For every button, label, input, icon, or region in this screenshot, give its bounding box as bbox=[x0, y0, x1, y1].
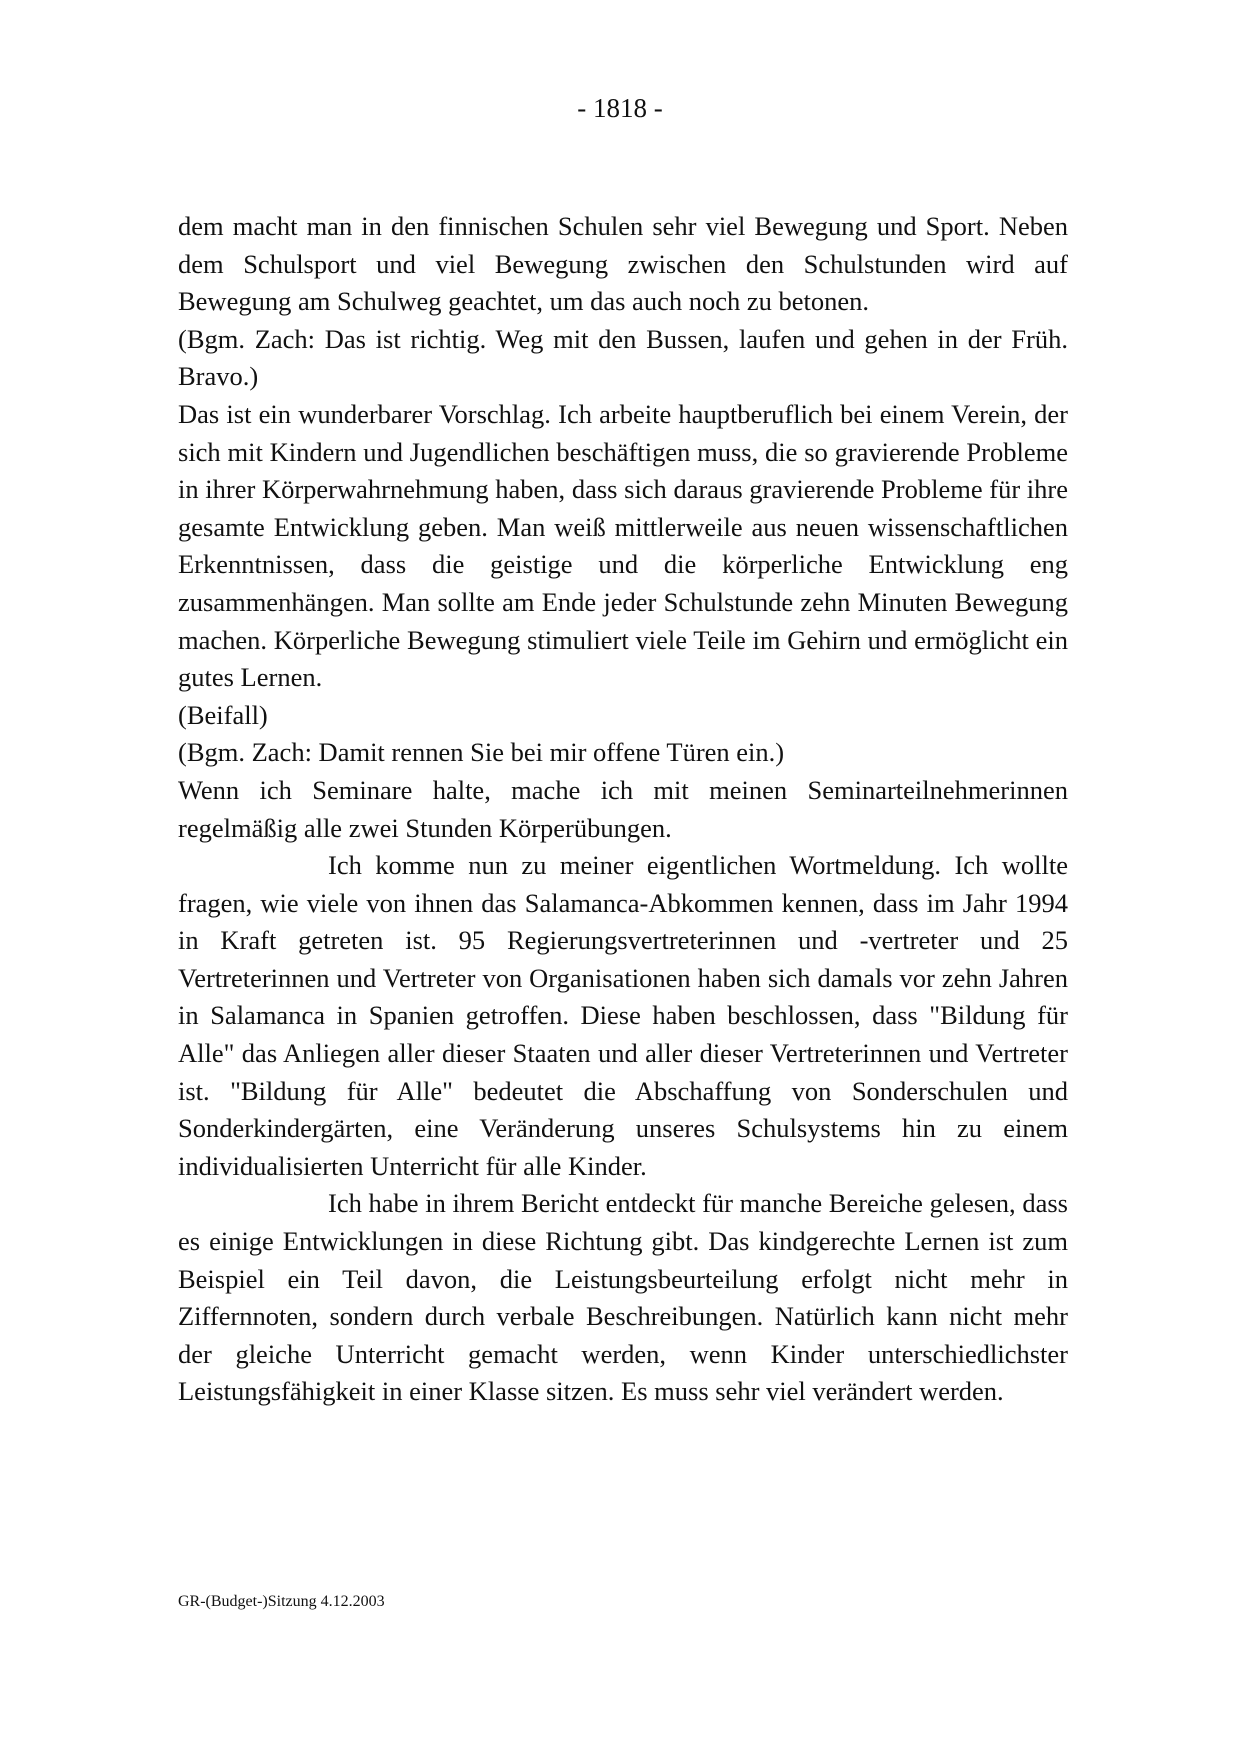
paragraph-finnish-schools: dem macht man in den finnischen Schulen sehr viel Bewegung und Sport. Neben dem Schulsport und viel Bewegung zwischen den Schulstunden wird auf Bewegung am Schulweg geachtet, um das auch noch zu betonen. bbox=[178, 211, 1068, 317]
session-footer: GR-(Budget-)Sitzung 4.12.2003 bbox=[178, 1593, 385, 1610]
paragraph-seminars: Wenn ich Seminare halte, mache ich mit meinen Seminarteilnehmerinnen regelmäßig alle zwei Stunden Körperübungen. bbox=[178, 774, 1068, 843]
paragraph-salamanca: Ich komme nun zu meiner eigentlichen Wortmeldung. Ich wollte fragen, wie viele von ihnen das Salamanca-Abkommen kennen, dass im Jahr 1994 in Kraft getreten ist. 95 Regierungsvertreterinnen und -vertreter und 25 Vertreterinnen und Vertreter von Organisationen haben sich damals vor zehn Jahren in Salamanca in Spanien getroffen. Diese haben beschlossen, dass "Bildung für Alle" das Anliegen aller dieser Staaten und aller dieser Vertreterinnen und Vertreter ist. "Bildung für Alle" bedeutet die Abschaffung von Sonderschulen und Sonderkindergärten, eine Veränderung unseres Schulsystems hin zu einem individualisierten Unterricht für alle Kinder. bbox=[178, 850, 1068, 1181]
interjection-zach-buses: (Bgm. Zach: Das ist richtig. Weg mit den Bussen, laufen und gehen in der Früh. Bravo.) bbox=[178, 323, 1068, 392]
interjection-zach-open-doors: (Bgm. Zach: Damit rennen Sie bei mir offene Türen ein.) bbox=[178, 737, 785, 768]
applause-note: (Beifall) bbox=[178, 699, 268, 730]
transcript-body bbox=[178, 208, 1068, 1411]
page-number: - 1818 - bbox=[577, 93, 663, 123]
paragraph-report: Ich habe in ihrem Bericht entdeckt für manche Bereiche gelesen, dass es einige Entwicklungen in diese Richtung gibt. Das kindgerechte Lernen ist zum Beispiel ein Teil davon, die Leistungsbeurteilung erfolgt nicht mehr in Ziffernnoten, sondern durch verbale Beschreibungen. Natürlich kann nicht mehr der gleiche Unterricht gemacht werden, wenn Kinder unterschiedlichster Leistungsfähigkeit in einer Klasse sitzen. Es muss sehr viel verändert werden. bbox=[178, 1188, 1068, 1407]
paragraph-body-awareness: Das ist ein wunderbarer Vorschlag. Ich arbeite hauptberuflich bei einem Verein, der sich mit Kindern und Jugendlichen beschäftigen muss, die so gravierende Probleme in ihrer Körperwahrnehmung haben, dass sich daraus gravierende Probleme für ihre gesamte Entwicklung geben. Man weiß mittlerweile aus neuen wissenschaftlichen Erkenntnissen, dass die geistige und die körperliche Entwicklung eng zusammenhängen. Man sollte am Ende jeder Schulstunde zehn Minuten Bewegung machen. Körperliche Bewegung stimuliert viele Teile im Gehirn und ermöglicht ein gutes Lernen. bbox=[178, 398, 1068, 693]
